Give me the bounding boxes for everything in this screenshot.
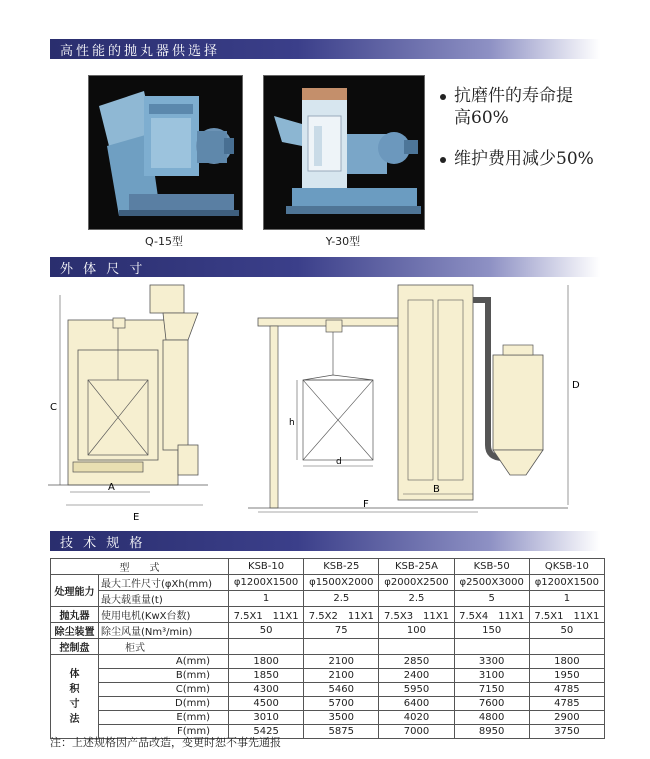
row-label: F(mm) xyxy=(99,725,229,739)
table-cell: 2100 xyxy=(304,669,379,683)
row-label: 最大工件尺寸(φXh(mm) xyxy=(99,575,229,591)
table-cell: 5700 xyxy=(304,697,379,711)
table-cell: 1 xyxy=(529,591,604,607)
row-label: A(mm) xyxy=(99,655,229,669)
table-cell: 1950 xyxy=(529,669,604,683)
table-cell: 3100 xyxy=(454,669,529,683)
table-cell: 1 xyxy=(229,591,304,607)
dim-label-h: h xyxy=(289,418,295,428)
row-label: B(mm) xyxy=(99,669,229,683)
cabinet-machine-drawing xyxy=(48,285,208,485)
table-cell: 8950 xyxy=(454,725,529,739)
table-cell xyxy=(229,639,304,655)
table-cell: 1800 xyxy=(529,655,604,669)
table-cell: 7.5X1 11X1 xyxy=(529,607,604,623)
table-cell: 5875 xyxy=(304,725,379,739)
group-char: 体 xyxy=(69,668,80,680)
table-cell: 50 xyxy=(529,623,604,639)
header-cell: KSB-50 xyxy=(454,559,529,575)
table-cell: φ1500X2000 xyxy=(304,575,379,591)
table-cell: φ2000X2500 xyxy=(379,575,454,591)
dim-label-a: A xyxy=(108,482,115,493)
section-title: 外 体 尺 寸 xyxy=(60,261,146,277)
group-char: 法 xyxy=(69,713,80,725)
dim-label-d: D xyxy=(572,380,580,391)
row-label: 使用电机(KwX台数) xyxy=(99,607,229,623)
group-cell-dust: 除尘装置 xyxy=(51,623,99,639)
dim-label-f: F xyxy=(363,499,369,510)
table-cell: 4500 xyxy=(229,697,304,711)
dim-label-c: C xyxy=(50,402,57,413)
table-cell: 3750 xyxy=(529,725,604,739)
table-cell: φ1200X1500 xyxy=(529,575,604,591)
section-header-specs xyxy=(50,531,600,551)
table-row xyxy=(51,711,605,725)
section-title: 技 术 规 格 xyxy=(60,535,146,551)
table-cell: 7000 xyxy=(379,725,454,739)
table-cell: 150 xyxy=(454,623,529,639)
benefit-line: 高60% xyxy=(454,108,509,128)
table-cell: 3500 xyxy=(304,711,379,725)
table-cell: 4785 xyxy=(529,697,604,711)
table-cell: 4785 xyxy=(529,683,604,697)
header-cell: KSB-25 xyxy=(304,559,379,575)
table-cell: φ2500X3000 xyxy=(454,575,529,591)
y30-machine-image xyxy=(264,76,424,229)
row-label: D(mm) xyxy=(99,697,229,711)
table-cell: 2400 xyxy=(379,669,454,683)
row-label: 除尘风量(Nm³/min) xyxy=(99,623,229,639)
table-row xyxy=(51,591,605,607)
dim-label-e: E xyxy=(133,512,140,523)
table-cell: 100 xyxy=(379,623,454,639)
table-cell: 2.5 xyxy=(304,591,379,607)
bullet-icon xyxy=(440,94,446,100)
group-char: 寸 xyxy=(69,698,80,710)
benefit-line: 抗磨件的寿命提 xyxy=(454,86,573,106)
table-cell xyxy=(454,639,529,655)
table-cell: 2.5 xyxy=(379,591,454,607)
table-row xyxy=(51,655,605,669)
header-cell: KSB-25A xyxy=(379,559,454,575)
dimension-diagram xyxy=(48,280,588,525)
table-cell: 5425 xyxy=(229,725,304,739)
table-row xyxy=(51,607,605,623)
photo-caption-y30: Y-30型 xyxy=(325,235,361,248)
table-cell: φ1200X1500 xyxy=(229,575,304,591)
group-cell-capacity: 处理能力 xyxy=(51,575,99,607)
machine-photo-y30 xyxy=(263,75,425,230)
table-cell: 5950 xyxy=(379,683,454,697)
table-row xyxy=(51,639,605,655)
group-cell-control: 控制盘 xyxy=(51,639,99,655)
hook-machine-drawing xyxy=(248,285,568,508)
table-cell: 4300 xyxy=(229,683,304,697)
table-cell: 5 xyxy=(454,591,529,607)
table-cell: 4800 xyxy=(454,711,529,725)
table-cell xyxy=(379,639,454,655)
spec-table xyxy=(50,558,605,739)
bullet-icon xyxy=(440,157,446,163)
row-label: 最大载重量(t) xyxy=(99,591,229,607)
row-label: C(mm) xyxy=(99,683,229,697)
table-cell: 2850 xyxy=(379,655,454,669)
table-row xyxy=(51,623,605,639)
photo-caption-q15: Q-15型 xyxy=(145,235,183,248)
benefit-line: 维护费用减少50% xyxy=(454,149,594,169)
group-cell-volume xyxy=(51,655,99,739)
table-cell: 3010 xyxy=(229,711,304,725)
table-cell: 3300 xyxy=(454,655,529,669)
section-header-selection xyxy=(50,39,600,59)
table-cell: 5460 xyxy=(304,683,379,697)
group-cell-blaster: 抛丸器 xyxy=(51,607,99,623)
table-cell: 50 xyxy=(229,623,304,639)
table-row xyxy=(51,683,605,697)
section-header-dimensions xyxy=(50,257,600,277)
table-cell: 7.5X3 11X1 xyxy=(379,607,454,623)
table-cell xyxy=(304,639,379,655)
table-cell: 4020 xyxy=(379,711,454,725)
table-header-row xyxy=(51,559,605,575)
table-cell: 2100 xyxy=(304,655,379,669)
table-row xyxy=(51,669,605,683)
machine-photo-q15 xyxy=(88,75,243,230)
table-cell: 7600 xyxy=(454,697,529,711)
table-cell: 6400 xyxy=(379,697,454,711)
row-label: 柜式 xyxy=(99,639,229,655)
dim-label-b: B xyxy=(433,484,440,495)
table-cell: 2900 xyxy=(529,711,604,725)
table-cell xyxy=(529,639,604,655)
table-cell: 7.5X1 11X1 xyxy=(229,607,304,623)
group-char: 积 xyxy=(69,683,80,695)
header-cell: QKSB-10 xyxy=(529,559,604,575)
footnote: 注：上述规格因产品改造，变更时恕不事先通报 xyxy=(50,736,281,749)
section-title: 高性能的抛丸器供选择 xyxy=(60,43,221,59)
q15-machine-image xyxy=(89,76,242,229)
table-row xyxy=(51,575,605,591)
table-cell: 7150 xyxy=(454,683,529,697)
table-cell: 75 xyxy=(304,623,379,639)
benefit-maintenance xyxy=(440,148,594,170)
table-cell: 1850 xyxy=(229,669,304,683)
table-row xyxy=(51,697,605,711)
row-label: E(mm) xyxy=(99,711,229,725)
table-cell: 7.5X2 11X1 xyxy=(304,607,379,623)
header-cell-model: 型 式 xyxy=(51,559,229,575)
table-cell: 7.5X4 11X1 xyxy=(454,607,529,623)
dim-label-d-small: d xyxy=(336,457,342,467)
header-cell: KSB-10 xyxy=(229,559,304,575)
table-cell: 1800 xyxy=(229,655,304,669)
benefit-wear-life xyxy=(440,85,573,129)
